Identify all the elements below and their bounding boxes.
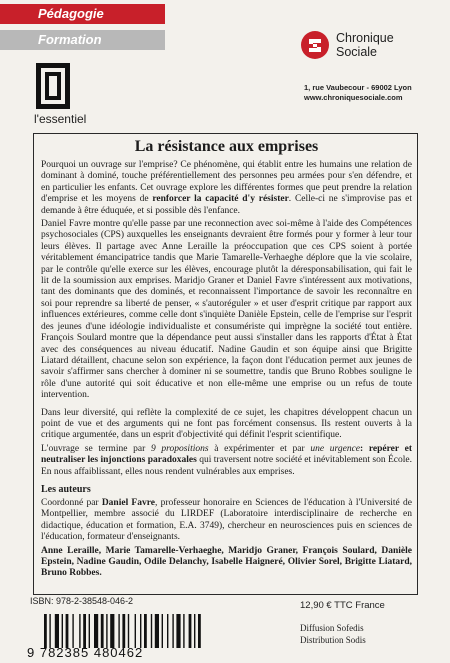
distribution-info: Diffusion Sofedis Distribution Sodis [300, 623, 366, 645]
coordinator-paragraph: Coordonné par Daniel Favre, professeur honoraire en Sciences de l'éducation à l'Université de Montpellier, membre associé du LIRDEF (Laboratoire interdisciplinaire de recherche en didactique, éducation et formation, E.A. 3749), chercheur en neurosciences puis en sciences de l'éducation, formateur d'enseignants. [41, 497, 412, 543]
barcode-digits: 9 782385 480462 [27, 645, 144, 660]
authors-list: Anne Leraille, Marie Tamarelle-Verhaeghe, Maridjo Graner, François Soulard, Danièle Epstein, Nadine Gaudin, Odile Delanchy, Isabelle Haigneré, Olivier Sorel, Brigitte Liatard, Bruno Robbes. [41, 545, 412, 579]
collection-tag-pedagogie: Pédagogie [0, 4, 165, 24]
chronique-sociale-logo-icon [300, 30, 330, 60]
essentiel-label: l'essentiel [34, 112, 87, 126]
price-label: 12,90 € TTC France [300, 600, 385, 611]
chapters-paragraph: Daniel Favre montre qu'elle passe par une reconnection avec soi-même à l'aide des Compétences psychosociales (CPS) auxquelles les enseignants devraient être formés pour y former à leur tour leurs élèves. Il partage avec Anne Leraille la préoccupation que ces CPS soient à portée véritablement émancipatrice tandis que Marie Tamarelle-Verhaeghe déplore que la vie scolaire, par le contrôle qu'elle exerce sur les élèves, encourage plutôt la déresponsabilisation, qui fait le lit de la soumission aux emprises. Maridjo Graner et Daniel Favre s'intéressent aux motivations, tant des dominants que des dominés, et reconnaissent l'importance de savoir les reconnaître en soi pour reprendre sa liberté de penser, « s'autoréguler » et user d'esprit critique par rapport aux influences extérieures, comme celle dont s'inquiète Danièle Epstein, celle de l'emprise sur l'esprit des jeunes d'une idéologie individualiste et consumériste qui imprègne la société tout entière. François Soulard montre que la dépendance peut aussi s'installer dans les rapports d'État à État avec des conséquences au niveau éducatif. Nadine Gaudin et son équipe ainsi que Brigitte Liatard détaillent, chacune selon son expérience, la façon dont l'éducation permet aux jeunes de savoir s'affirmer sans chercher à dominer ni se soumettre, tandis que Bruno Robbes souligne le rôle d'une autorité qui soit éducative et non elle-même une emprise ou un refus de toute intervention. [41, 219, 412, 401]
isbn-label: ISBN: 978-2-38548-046-2 [30, 596, 134, 606]
intro-paragraph: Pourquoi un ouvrage sur l'emprise? Ce phénomène, qui établit entre les humains une relation de dominant à dominé, touche préférentiellement des personnes peu armées pour s'en défendre, et en particulier les enfants. Cet ouvrage explore les différentes formes que peut prendre la relation d'emprise et les moyens de renforcer la capacité d'y résister. Celle-ci ne s'improvise pas et demande à être éduquée, et si possible dès l'enfance. [41, 160, 413, 216]
essentiel-logo-icon [36, 63, 70, 109]
publisher-name: Chronique Sociale [336, 31, 394, 59]
book-title: La résistance aux emprises [134, 138, 319, 155]
authors-heading: Les auteurs [41, 483, 91, 495]
diversity-paragraph: Dans leur diversité, qui reflète la complexité de ce sujet, les chapitres développent chacun un point de vue et des arguments qui ne font pas forcément consensus. Ils restent ouverts à la critique argumentée, dans un esprit d'objectivité qui définit l'esprit scientifique. [41, 407, 412, 441]
collection-tag-formation: Formation [0, 30, 165, 50]
publisher-address: 1, rue Vaubecour - 69002 Lyon www.chroniquesociale.com [304, 83, 412, 102]
back-cover-text-box [33, 133, 418, 595]
conclusion-paragraph: L'ouvrage se termine par 9 propositions à expérimenter et par une urgence: repérer et neutraliser les injonctions paradoxales qui traversent notre société et inévitablement son École. En nous affaiblissant, elles nous rendent vulnérables aux emprises. [41, 443, 413, 477]
